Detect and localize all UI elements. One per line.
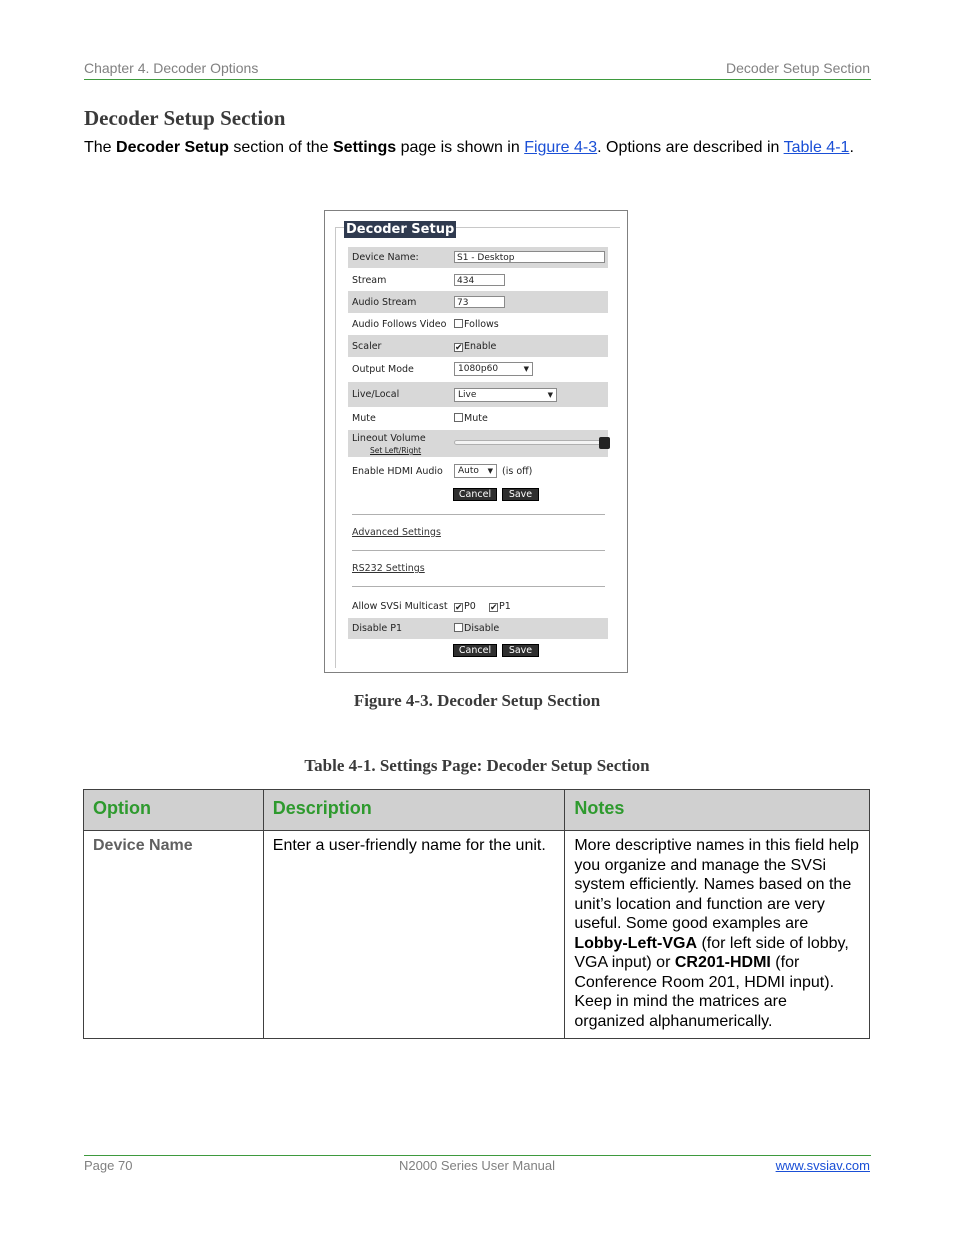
- slider-thumb[interactable]: [599, 437, 610, 449]
- device-name-row: [348, 247, 608, 268]
- table-header-row: [84, 790, 870, 831]
- mute-row: [348, 407, 608, 430]
- rs232-settings-link[interactable]: RS232 Settings: [352, 563, 425, 574]
- live-local-label: Live/Local: [352, 389, 400, 400]
- table-link[interactable]: Table 4-1: [783, 139, 850, 156]
- footer-url-container: [776, 1158, 870, 1173]
- intro-text: The: [84, 139, 117, 156]
- scaler-checkbox[interactable]: [454, 341, 496, 352]
- notes-example-2: CR201-HDMI: [674, 954, 771, 971]
- dropdown-arrow-icon: ▼: [547, 391, 553, 399]
- scaler-check-label: Enable: [464, 341, 497, 352]
- save-button-bottom[interactable]: Save: [502, 644, 539, 657]
- figure-link[interactable]: Figure 4-3: [524, 139, 598, 156]
- hdmi-audio-status: (is off): [502, 466, 533, 477]
- table-row: [84, 831, 870, 1039]
- footer-rule: [84, 1155, 871, 1156]
- cancel-button-bottom[interactable]: Cancel: [453, 644, 497, 657]
- hdmi-audio-value: Auto: [458, 466, 479, 476]
- section-title: Decoder Setup Section: [84, 106, 286, 130]
- intro-text: . Options are described in: [597, 139, 784, 156]
- dropdown-arrow-icon: ▼: [523, 365, 529, 373]
- checkbox-box[interactable]: [454, 623, 463, 632]
- intro-text: section of the: [228, 139, 333, 156]
- audio-follows-label: Audio Follows Video: [352, 319, 447, 330]
- notes-text: (for Conference Room 201, HDMI input). Keep in mind the matrices are organized alphanumerically.: [574, 954, 835, 1030]
- p1-label: P1: [499, 601, 511, 612]
- live-local-select[interactable]: [454, 388, 557, 402]
- intro-paragraph: [84, 139, 854, 157]
- dropdown-arrow-icon: ▼: [487, 467, 493, 475]
- p0-checkbox[interactable]: [454, 601, 476, 612]
- output-mode-label: Output Mode: [352, 364, 414, 375]
- output-mode-row: [348, 357, 608, 382]
- divider: [352, 550, 605, 551]
- follows-checkbox[interactable]: [454, 319, 499, 330]
- disable-p1-label: Disable P1: [352, 623, 403, 634]
- footer-manual-title: N2000 Series User Manual: [398, 1158, 556, 1173]
- device-name-label: Device Name:: [352, 252, 419, 263]
- intro-text: page is shown in: [396, 139, 525, 156]
- live-local-value: Live: [458, 390, 477, 400]
- stream-label: Stream: [352, 275, 387, 286]
- settings-table: [83, 789, 870, 1039]
- disable-checkbox[interactable]: [454, 623, 499, 634]
- save-button[interactable]: Save: [502, 488, 539, 501]
- intro-text: .: [849, 139, 854, 156]
- scaler-row: [348, 335, 608, 357]
- p0-label: P0: [464, 601, 476, 612]
- intro-bold-settings: Settings: [333, 139, 397, 156]
- footer-page-number: Page 70: [84, 1158, 133, 1173]
- lineout-volume-label: Lineout Volume: [352, 433, 426, 444]
- table-caption: Table 4-1. Settings Page: Decoder Setup Section: [304, 756, 650, 775]
- footer-url-link[interactable]: www.svsiav.com: [775, 1158, 870, 1173]
- multicast-row: [348, 596, 608, 618]
- scaler-label: Scaler: [352, 341, 382, 352]
- advanced-settings-link[interactable]: Advanced Settings: [352, 527, 441, 538]
- header-chapter: Chapter 4. Decoder Options: [84, 60, 259, 76]
- notes-text: (for left side of lobby, VGA input) or: [574, 934, 849, 971]
- cancel-button[interactable]: Cancel: [453, 488, 497, 501]
- follows-check-label: Follows: [464, 319, 499, 330]
- figure-caption: Figure 4-3. Decoder Setup Section: [353, 691, 601, 710]
- column-header-notes: Notes: [565, 790, 870, 831]
- divider: [352, 514, 605, 515]
- hdmi-audio-row: [348, 460, 608, 484]
- live-local-row: [348, 382, 608, 407]
- set-left-right-link[interactable]: Set Left/Right: [370, 446, 422, 455]
- audio-stream-row: [348, 291, 608, 313]
- audio-stream-label: Audio Stream: [352, 297, 417, 308]
- audio-follows-row: [348, 313, 608, 335]
- hdmi-audio-label: Enable HDMI Audio: [352, 466, 443, 477]
- disable-p1-row: [348, 618, 608, 639]
- hdmi-audio-select[interactable]: [454, 464, 497, 478]
- output-mode-value: 1080p60: [458, 364, 499, 374]
- checkmark-icon[interactable]: ✔: [490, 603, 498, 613]
- column-header-description: Description: [263, 790, 565, 831]
- figure-title: Decoder Setup: [346, 222, 455, 237]
- stream-input[interactable]: 434: [454, 274, 505, 286]
- notes-text: More descriptive names in this field help you organize and manage the SVSi system efficiently. Names based on the unit’s location and function are very useful. Some good examples are: [574, 837, 859, 932]
- checkmark-icon[interactable]: ✔: [455, 603, 463, 613]
- column-header-option: Option: [84, 790, 264, 831]
- disable-check-label: Disable: [464, 623, 500, 634]
- lineout-volume-slider[interactable]: [454, 440, 604, 445]
- mute-check-label: Mute: [464, 413, 488, 424]
- output-mode-select[interactable]: [454, 362, 533, 376]
- option-cell: Device Name: [84, 831, 264, 1039]
- description-cell: Enter a user-friendly name for the unit.: [263, 831, 565, 1039]
- mute-label: Mute: [352, 413, 376, 424]
- header-section: Decoder Setup Section: [726, 60, 870, 76]
- device-name-input[interactable]: S1 - Desktop: [454, 251, 605, 263]
- audio-stream-input[interactable]: 73: [454, 296, 505, 308]
- mute-checkbox[interactable]: [454, 413, 488, 424]
- multicast-label: Allow SVSi Multicast: [352, 601, 448, 612]
- intro-bold-decoder-setup: Decoder Setup: [116, 139, 229, 156]
- notes-example-1: Lobby-Left-VGA: [574, 934, 697, 952]
- header-rule: [84, 79, 871, 80]
- notes-cell: [565, 831, 870, 1039]
- stream-row: [348, 269, 608, 291]
- checkbox-box[interactable]: [454, 413, 463, 422]
- checkmark-icon[interactable]: ✔: [455, 343, 463, 353]
- divider: [352, 586, 605, 587]
- p1-checkbox[interactable]: [489, 601, 511, 612]
- checkbox-box[interactable]: [454, 319, 463, 328]
